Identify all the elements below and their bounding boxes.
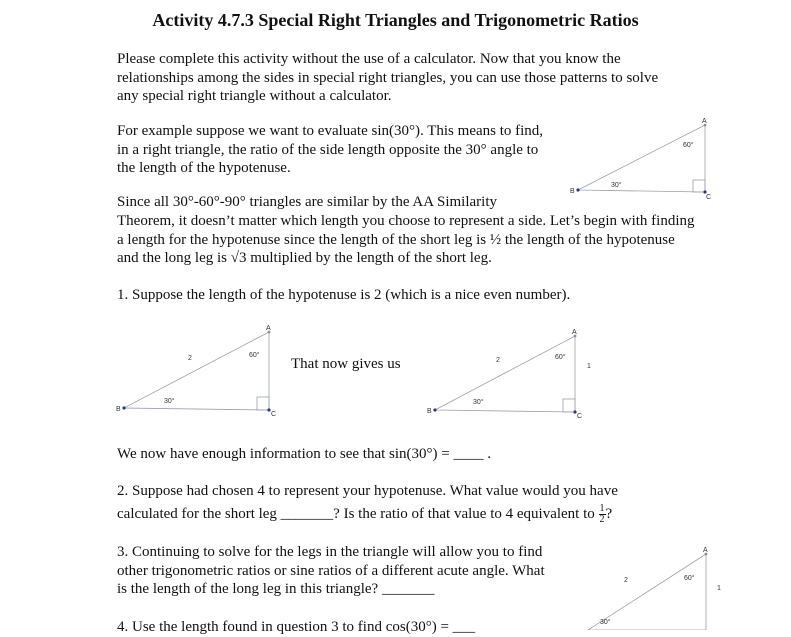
label-c: C <box>577 413 583 420</box>
short-leg-label: 1 <box>587 363 591 370</box>
question-4: 4. Use the length found in question 3 to find cos(30°) = ___ <box>117 619 476 635</box>
angle-60-label: 60° <box>249 352 260 359</box>
that-gives-us: That now gives us <box>291 356 401 372</box>
fraction-denominator: 2 <box>599 513 605 525</box>
fraction-numerator: 1 <box>599 502 605 514</box>
question-mark: ? <box>605 505 613 522</box>
question-2-text: calculated for the short leg _______? Is the ratio of that value to 4 equivalent to <box>117 505 595 522</box>
intro-paragraph: Please complete this activity without the use of a calculator. Now that you know the relationships among the sides in special right triangles, you can use those patterns to solve any special right triangle without a calculator. <box>117 51 659 104</box>
example-paragraph: For example suppose we want to evaluate sin(30°). This means to find, in a right triangle, the ratio of the side length opposite the 30° angle to the length of the hypotenuse. <box>117 123 544 176</box>
hypotenuse-label: 2 <box>188 355 192 362</box>
angle-30-label: 30° <box>164 398 175 405</box>
angle-30-label: 30° <box>473 399 484 406</box>
label-b: B <box>427 408 432 415</box>
label-a: A <box>266 325 271 332</box>
question-2-line-1: 2. Suppose had chosen 4 to represent your hypotenuse. What value would you have <box>117 483 618 499</box>
sin-30-line: We now have enough information to see that sin(30°) = ____ . <box>117 446 492 462</box>
fraction-one-half <box>599 504 606 525</box>
triangle-example <box>565 115 715 205</box>
label-a: A <box>703 547 708 554</box>
label-b: B <box>116 406 121 413</box>
question-3: 3. Continuing to solve for the legs in the triangle will allow you to find other trigonometric ratios or sine ratios of a different acute angle. What is the length of the long leg in this triangle? _______ <box>117 544 545 597</box>
hypotenuse-label: 2 <box>496 357 500 364</box>
page-title: Activity 4.7.3 Special Right Triangles and Trigonometric Ratios <box>152 10 639 30</box>
short-leg-label: 1 <box>717 585 721 592</box>
similarity-paragraph: Theorem, it doesn’t matter which length you choose to represent a side. Let’s begin with finding a length for the hypotenuse since the length of the short leg is ½ the length of the hypotenuse and the long leg is √3 multiplied by the length of the short leg. <box>117 213 695 266</box>
question-2 <box>117 482 677 525</box>
hypotenuse-label: 2 <box>624 577 628 584</box>
angle-60-label: 60° <box>683 142 694 149</box>
label-a: A <box>572 329 577 336</box>
triangle-q1-right <box>423 324 603 424</box>
triangle-q1-left <box>112 322 287 422</box>
label-a: A <box>702 118 707 125</box>
label-c: C <box>706 194 712 201</box>
label-c: C <box>271 411 277 418</box>
angle-30-label: 30° <box>600 619 611 626</box>
angle-30-label: 30° <box>611 182 622 189</box>
angle-60-label: 60° <box>555 354 566 361</box>
question-2-line-2 <box>117 504 677 525</box>
label-b: B <box>570 188 575 195</box>
question-1: 1. Suppose the length of the hypotenuse is 2 (which is a nice even number). <box>117 287 571 303</box>
similarity-line: Since all 30°-60°-90° triangles are similar by the AA Similarity <box>117 194 498 210</box>
angle-60-label: 60° <box>684 575 695 582</box>
